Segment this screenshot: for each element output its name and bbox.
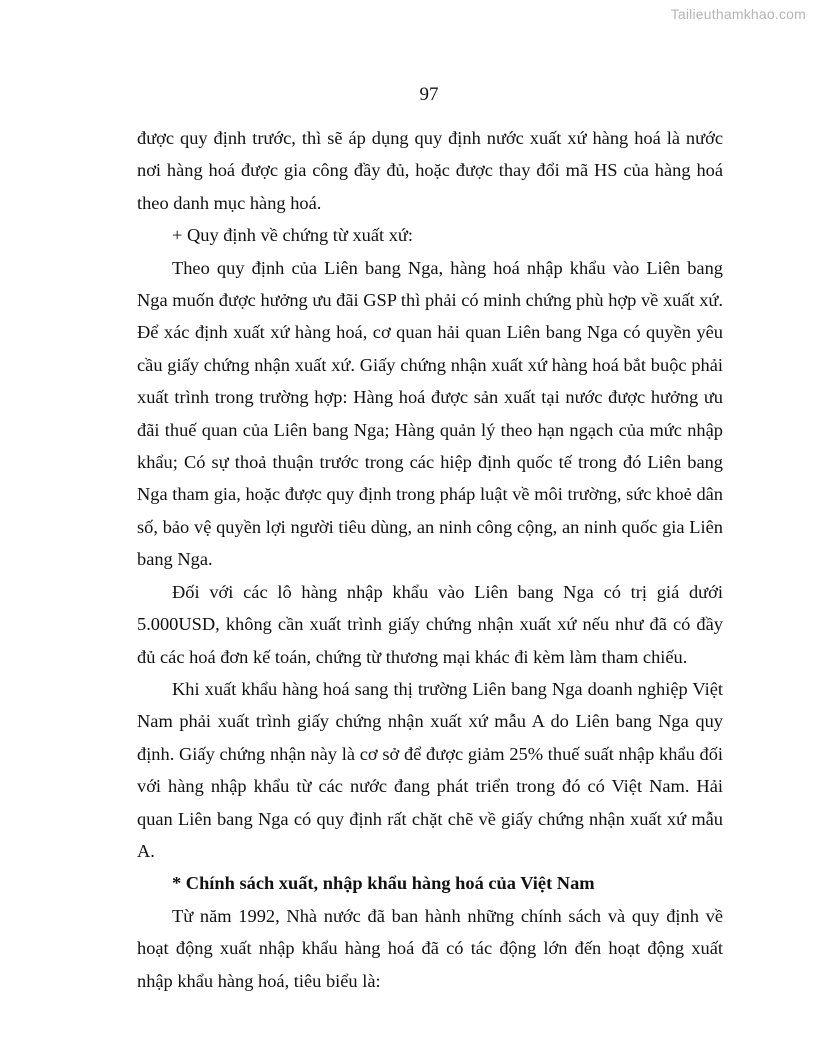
section-heading-vietnam-policy: * Chính sách xuất, nhập khẩu hàng hoá của Việt Nam: [172, 873, 595, 894]
page-number: 97: [419, 84, 439, 105]
paragraph-form-a-certificate: Khi xuất khẩu hàng hoá sang thị trường Liên bang Nga doanh nghiệp Việt Nam phải xuất trình giấy chứng nhận xuất xứ mẫu A do Liên bang Nga quy định. Giấy chứng nhận này là cơ sở để được giảm 25% thuế suất nhập khẩu đối với hàng nhập khẩu từ các nước đang phát triển trong đó có Việt Nam. Hải quan Liên bang Nga có quy định rất chặt chẽ về giấy chứng nhận xuất xứ mẫu A.: [137, 678, 723, 861]
watermark: Tailieuthamkhao.com: [670, 6, 806, 22]
paragraph-russia-origin-rules: Theo quy định của Liên bang Nga, hàng hoá nhập khẩu vào Liên bang Nga muốn được hưởng ưu đãi GSP thì phải có minh chứng phù hợp về xuất xứ. Để xác định xuất xứ hàng hoá, cơ quan hải quan Liên bang Nga có quyền yêu cầu giấy chứng nhận xuất xứ. Giấy chứng nhận xuất xứ hàng hoá bắt buộc phải xuất trình trong trường hợp: Hàng hoá được sản xuất tại nước được hưởng ưu đãi thuế quan của Liên bang Nga; Hàng quản lý theo hạn ngạch của mức nhập khẩu; Có sự thoả thuận trước trong các hiệp định quốc tế trong đó Liên bang Nga tham gia, hoặc được quy định trong pháp luật về môi trường, sức khoẻ dân số, bảo vệ quyền lợi người tiêu dùng, an ninh công cộng, an ninh quốc gia Liên bang Nga.: [137, 257, 723, 570]
paragraph-low-value-shipments: Đối với các lô hàng nhập khẩu vào Liên bang Nga có trị giá dưới 5.000USD, không cần xuất trình giấy chứng nhận xuất xứ nếu như đã có đầy đủ các hoá đơn kế toán, chứng từ thương mại khác đi kèm làm tham chiếu.: [137, 581, 723, 667]
document-body: [137, 122, 723, 997]
paragraph-origin-docs-heading: + Quy định về chứng từ xuất xứ:: [172, 225, 414, 246]
paragraph-continuation: được quy định trước, thì sẽ áp dụng quy định nước xuất xứ hàng hoá là nước nơi hàng hoá được gia công đầy đủ, hoặc được thay đổi mã HS của hàng hoá theo danh mục hàng hoá.: [137, 128, 723, 213]
paragraph-vietnam-policy-intro: Từ năm 1992, Nhà nước đã ban hành những chính sách và quy định về hoạt động xuất nhập khẩu hàng hoá đã có tác động lớn đến hoạt động xuất nhập khẩu hàng hoá, tiêu biểu là:: [137, 905, 723, 991]
